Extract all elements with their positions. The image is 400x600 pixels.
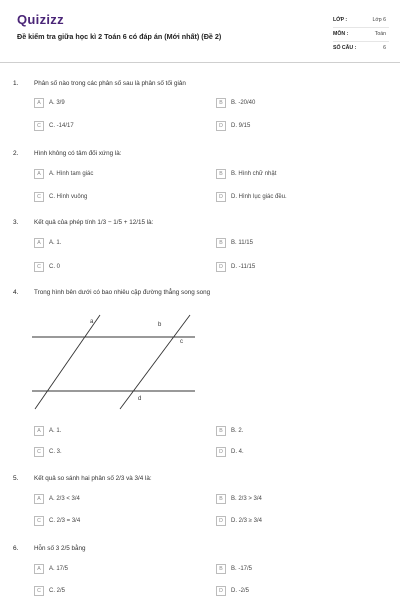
option-text: A. 2/3 < 3/4: [49, 495, 80, 502]
line-a: [35, 315, 100, 409]
label-a: a: [90, 319, 94, 325]
document-header: [0, 0, 400, 62]
option-letter-box: A: [34, 494, 44, 504]
option-letter-box: B: [216, 238, 226, 248]
option-letter-box: D: [216, 586, 226, 596]
option-text: A. 3/9: [49, 99, 65, 106]
option-a[interactable]: [34, 169, 194, 181]
option-letter-box: A: [34, 238, 44, 248]
parallel-lines-figure: [30, 313, 195, 413]
option-letter-box: C: [34, 192, 44, 202]
option-b[interactable]: [216, 169, 376, 181]
option-c[interactable]: [34, 447, 194, 459]
option-d[interactable]: [216, 516, 376, 528]
option-b[interactable]: [216, 564, 376, 576]
option-letter-box: A: [34, 564, 44, 574]
option-letter-box: C: [34, 586, 44, 596]
question-text: Kết quả so sánh hai phân số 2/3 và 3/4 là:: [34, 475, 152, 482]
option-d[interactable]: [216, 192, 376, 204]
option-c[interactable]: [34, 121, 194, 133]
option-text: B. 2.: [231, 427, 244, 434]
option-letter-box: D: [216, 262, 226, 272]
option-letter-box: C: [34, 262, 44, 272]
option-text: D. 4.: [231, 448, 244, 455]
option-b[interactable]: [216, 238, 376, 250]
meta-row-class: [333, 14, 389, 28]
option-text: B. -20/40: [231, 99, 256, 106]
question-text: Trong hình bên dưới có bao nhiêu cặp đường thẳng song song: [34, 289, 211, 296]
option-text: B. Hình chữ nhật: [231, 170, 277, 177]
option-letter-box: C: [34, 121, 44, 131]
option-d[interactable]: [216, 121, 376, 133]
meta-label: MÔN :: [333, 31, 349, 37]
option-b[interactable]: [216, 494, 376, 506]
option-letter-box: D: [216, 192, 226, 202]
meta-label: LỚP :: [333, 17, 348, 23]
meta-panel: [333, 14, 389, 56]
label-c: c: [180, 339, 183, 345]
option-text: C. Hình vuông: [49, 193, 88, 200]
option-text: D. Hình lục giác đều.: [231, 193, 287, 200]
question-number: 4.: [13, 289, 19, 296]
option-text: B. 11/15: [231, 239, 253, 246]
option-letter-box: A: [34, 426, 44, 436]
option-text: C. 0: [49, 263, 61, 270]
option-text: A. 1.: [49, 239, 62, 246]
option-text: B. 2/3 > 3/4: [231, 495, 262, 502]
option-text: D. 2/3 ≥ 3/4: [231, 517, 262, 524]
meta-row-subject: [333, 28, 389, 42]
question-text: Kết quả của phép tính 1/3 − 1/5 + 12/15 là:: [34, 219, 154, 226]
option-text: C. -14/17: [49, 122, 74, 129]
question-number: 3.: [13, 219, 19, 226]
line-b: [120, 315, 190, 409]
option-text: A. 17/5: [49, 565, 69, 572]
page-title: Đề kiểm tra giữa học kì 2 Toán 6 có đáp án (Mới nhất) (Đề 2): [17, 32, 222, 41]
question-number: 2.: [13, 150, 19, 157]
option-c[interactable]: [34, 262, 194, 274]
option-d[interactable]: [216, 447, 376, 459]
option-text: D. 9/15: [231, 122, 251, 129]
meta-row-count: [333, 42, 389, 56]
option-d[interactable]: [216, 262, 376, 274]
option-letter-box: B: [216, 169, 226, 179]
question-text: Hình không có tâm đối xứng là:: [34, 150, 122, 157]
label-b: b: [158, 322, 162, 328]
option-a[interactable]: [34, 98, 194, 110]
option-c[interactable]: [34, 586, 194, 598]
option-letter-box: B: [216, 98, 226, 108]
option-letter-box: A: [34, 98, 44, 108]
option-a[interactable]: [34, 564, 194, 576]
meta-value: 6: [383, 45, 386, 51]
header-divider: [0, 62, 400, 63]
meta-value: Lớp 6: [372, 17, 386, 23]
option-text: A. 1.: [49, 427, 62, 434]
option-text: B. -17/5: [231, 565, 253, 572]
option-letter-box: D: [216, 121, 226, 131]
option-c[interactable]: [34, 516, 194, 528]
option-c[interactable]: [34, 192, 194, 204]
question-number: 5.: [13, 475, 19, 482]
option-a[interactable]: [34, 494, 194, 506]
option-letter-box: C: [34, 516, 44, 526]
quizizz-logo: Quizizz: [17, 12, 64, 27]
option-d[interactable]: [216, 586, 376, 598]
option-letter-box: C: [34, 447, 44, 457]
question-text: Hỗn số 3 2/5 bằng: [34, 545, 86, 552]
option-text: D. -11/15: [231, 263, 256, 270]
option-letter-box: B: [216, 494, 226, 504]
option-letter-box: B: [216, 564, 226, 574]
question-text: Phân số nào trong các phân số sau là phân số tối giản: [34, 80, 186, 87]
option-a[interactable]: [34, 426, 194, 438]
label-d: d: [138, 396, 142, 402]
option-letter-box: A: [34, 169, 44, 179]
meta-label: SỐ CÂU :: [333, 45, 357, 51]
option-letter-box: D: [216, 447, 226, 457]
option-a[interactable]: [34, 238, 194, 250]
meta-value: Toán: [374, 31, 386, 37]
question-number: 1.: [13, 80, 19, 87]
question-number: 6.: [13, 545, 19, 552]
option-text: C. 2/3 = 3/4: [49, 517, 81, 524]
option-b[interactable]: [216, 426, 376, 438]
option-letter-box: B: [216, 426, 226, 436]
option-text: A. Hình tam giác: [49, 170, 94, 177]
option-letter-box: D: [216, 516, 226, 526]
option-text: D. -2/5: [231, 587, 250, 594]
option-text: C. 3.: [49, 448, 62, 455]
option-text: C. 2/5: [49, 587, 66, 594]
option-b[interactable]: [216, 98, 376, 110]
